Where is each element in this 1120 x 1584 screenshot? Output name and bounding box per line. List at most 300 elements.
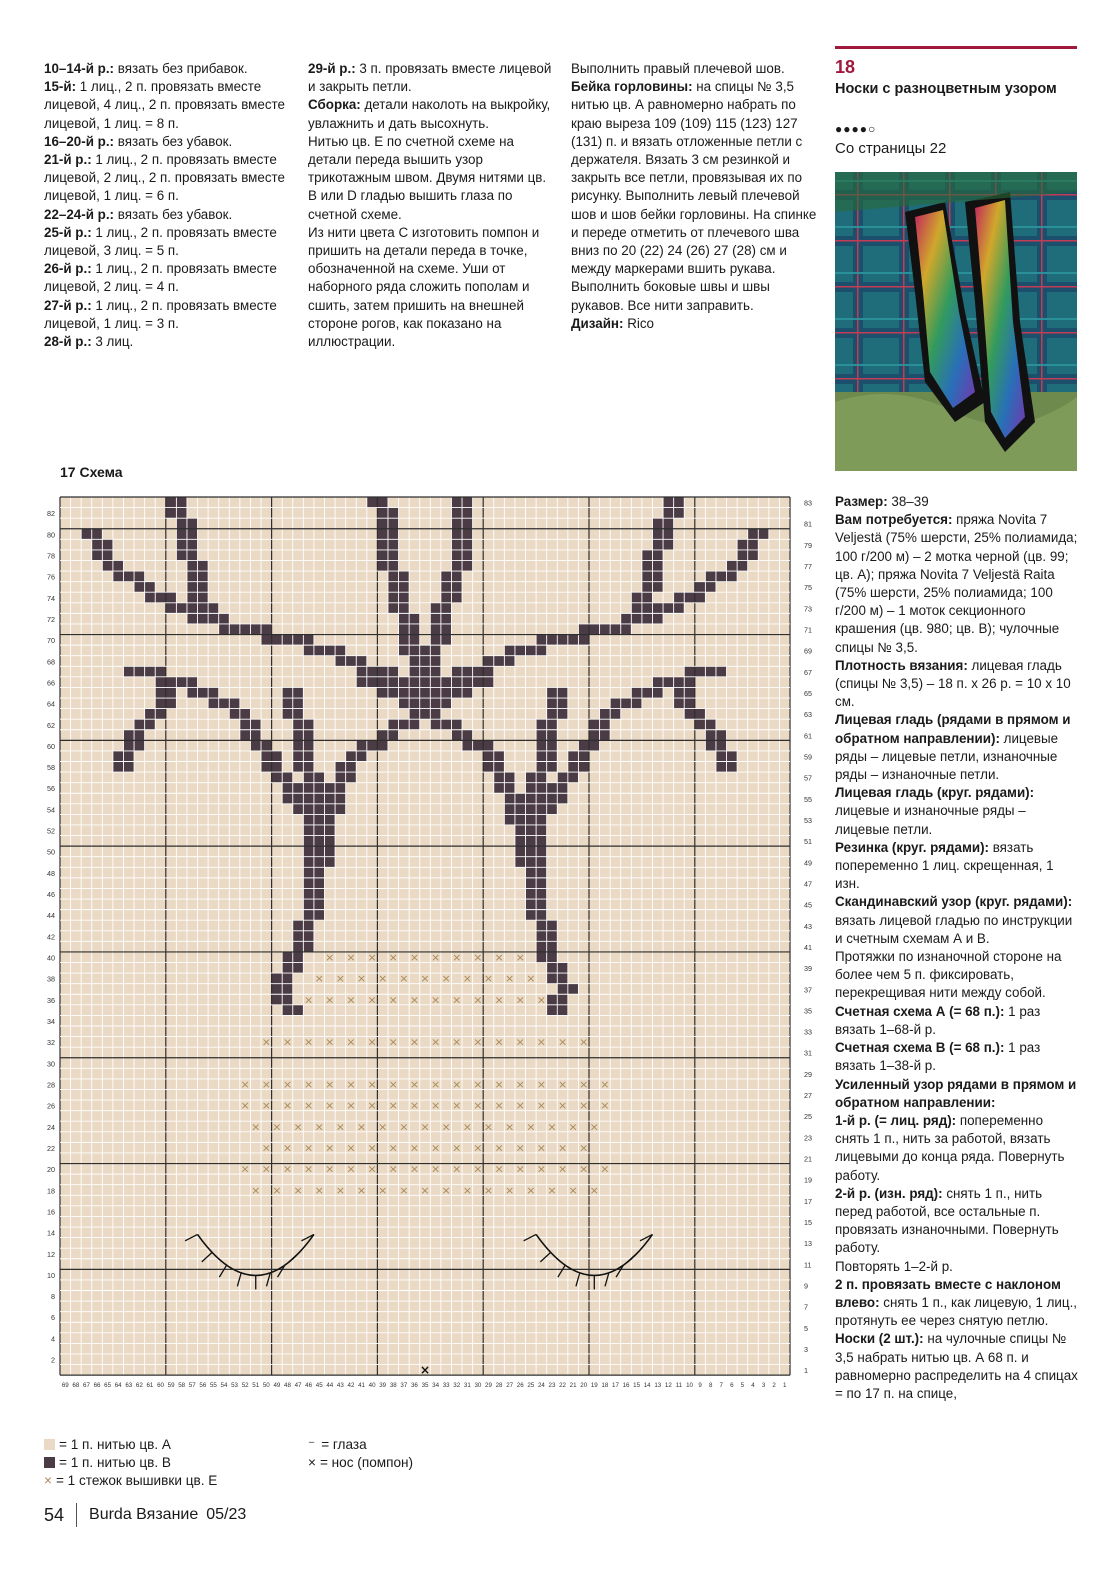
- stitch-color-b: [504, 645, 515, 656]
- stitch-color-b: [663, 518, 674, 529]
- stitch-color-b: [293, 931, 304, 942]
- article-number: 18: [835, 57, 856, 77]
- stitch-color-b: [547, 952, 558, 963]
- bottom-tick-label: 54: [220, 1382, 228, 1390]
- bottom-tick-label: 22: [559, 1382, 566, 1390]
- stitch-color-b: [504, 793, 515, 804]
- embroidery-cross: ×: [346, 1141, 356, 1155]
- stitch-color-b: [92, 529, 103, 540]
- paragraph-text: детали наколоть на выкройку, увлажнить и дать высохнуть.: [308, 97, 551, 131]
- paragraph-heading: 16–20-й р.:: [44, 133, 115, 149]
- stitch-color-b: [536, 793, 547, 804]
- stitch-color-b: [568, 772, 579, 783]
- stitch-color-b: [377, 508, 388, 519]
- stitch-color-b: [631, 603, 642, 614]
- stitch-color-b: [166, 677, 177, 688]
- right-tick-label: 73: [804, 604, 813, 614]
- embroidery-cross: ×: [314, 972, 324, 986]
- embroidery-cross: ×: [240, 1099, 250, 1113]
- stitch-color-b: [494, 783, 505, 794]
- stitch-color-b: [557, 973, 568, 984]
- embroidery-cross: ×: [388, 1141, 398, 1155]
- right-tick-label: 47: [804, 879, 813, 889]
- stitch-color-b: [610, 709, 621, 720]
- stitch-color-b: [388, 518, 399, 529]
- stitch-color-b: [526, 772, 537, 783]
- stitch-color-b: [314, 836, 325, 847]
- bottom-tick-label: 34: [432, 1382, 440, 1390]
- stitch-color-b: [388, 529, 399, 540]
- left-tick-label: 20: [47, 1165, 55, 1175]
- stitch-color-b: [473, 677, 484, 688]
- embroidery-cross: ×: [473, 1162, 483, 1176]
- stitch-color-b: [663, 497, 674, 508]
- embroidery-cross: ×: [526, 1183, 536, 1197]
- stitch-color-b: [727, 571, 738, 582]
- stitch-color-b: [293, 920, 304, 931]
- stitch-color-b: [589, 730, 600, 741]
- left-tick-label: 44: [47, 911, 55, 921]
- stitch-color-b: [652, 687, 663, 698]
- bottom-tick-label: 2: [772, 1382, 776, 1390]
- stitch-color-b: [642, 571, 653, 582]
- right-tick-label: 49: [804, 858, 813, 868]
- stitch-color-b: [303, 740, 314, 751]
- bottom-tick-label: 67: [83, 1382, 90, 1390]
- stitch-color-b: [303, 931, 314, 942]
- stitch-color-b: [399, 603, 410, 614]
- stitch-color-b: [303, 899, 314, 910]
- paragraph-text: на спицы № 3,5 нитью цв. А равномерно набрать по краю выреза 109 (109) 115 (123) 127 (131) п. и вязать отложенные петли с держателя. Вязать 3 см резинкой и закрыть все петли, провязывая их по рисунку. Выполнить левый плечевой шов и шов бейки горловины. На спинке и переде отметить от плечевого шва вниз по 20 (22) 24 (26) 27 (28) см и между маркерами вшить рукава. Выполнить боковые швы и швы рукавов. Все нити заправить.: [571, 79, 817, 313]
- instructions-column-2: [308, 60, 558, 351]
- embroidery-cross: ×: [261, 1141, 271, 1155]
- paragraph-text: лицевые и изнаночные ряды – лицевые петли.: [835, 803, 1026, 837]
- stitch-color-b: [356, 666, 367, 677]
- stitch-color-b: [282, 687, 293, 698]
- stitch-color-b: [451, 592, 462, 603]
- stitch-color-b: [420, 698, 431, 709]
- embroidery-cross: ×: [441, 1120, 451, 1134]
- bottom-tick-label: 46: [305, 1382, 313, 1390]
- stitch-color-b: [600, 709, 611, 720]
- stitch-color-b: [420, 677, 431, 688]
- paragraph: [835, 1276, 1080, 1331]
- stitch-color-b: [367, 740, 378, 751]
- stitch-color-b: [557, 687, 568, 698]
- stitch-color-b: [568, 751, 579, 762]
- paragraph-text: вязать без убавок.: [114, 133, 233, 149]
- stitch-color-b: [483, 751, 494, 762]
- stitch-color-b: [547, 783, 558, 794]
- stitch-color-b: [684, 687, 695, 698]
- embroidery-cross: ×: [473, 1035, 483, 1049]
- stitch-color-b: [557, 984, 568, 995]
- stitch-color-b: [536, 910, 547, 921]
- stitch-color-b: [430, 666, 441, 677]
- embroidery-cross: ×: [547, 1120, 557, 1134]
- socks-instructions: [835, 493, 1080, 1403]
- stitch-color-b: [155, 687, 166, 698]
- stitch-color-b: [494, 751, 505, 762]
- stitch-color-b: [526, 910, 537, 921]
- right-tick-label: 75: [804, 583, 813, 593]
- right-tick-label: 35: [804, 1006, 813, 1016]
- paragraph: [44, 133, 294, 151]
- embroidery-cross: ×: [515, 1035, 525, 1049]
- stitch-color-b: [282, 793, 293, 804]
- embroidery-cross: ×: [409, 951, 420, 965]
- stitch-color-b: [568, 762, 579, 773]
- stitch-color-b: [536, 920, 547, 931]
- embroidery-cross: ×: [579, 1035, 589, 1049]
- stitch-color-b: [547, 751, 558, 762]
- stitch-color-b: [229, 698, 240, 709]
- stitch-color-b: [441, 677, 452, 688]
- stitch-color-b: [748, 539, 759, 550]
- bottom-tick-label: 30: [474, 1382, 482, 1390]
- stitch-color-b: [578, 751, 589, 762]
- stitch-color-b: [420, 645, 431, 656]
- stitch-color-b: [526, 888, 537, 899]
- stitch-color-b: [356, 740, 367, 751]
- stitch-color-b: [409, 666, 420, 677]
- stitch-color-b: [198, 592, 209, 603]
- stitch-color-b: [547, 709, 558, 720]
- stitch-color-b: [388, 560, 399, 571]
- paragraph-text: 1 лиц., 2 п. провязать вместе лицевой, 1 лиц. = 3 п.: [44, 297, 277, 331]
- stitch-color-b: [198, 603, 209, 614]
- right-tick-label: 15: [804, 1218, 813, 1228]
- stitch-color-b: [420, 656, 431, 667]
- embroidery-cross: ×: [304, 1077, 314, 1091]
- stitch-color-b: [504, 772, 515, 783]
- stitch-color-b: [314, 783, 325, 794]
- embroidery-cross: ×: [557, 1077, 568, 1091]
- stitch-color-b: [388, 687, 399, 698]
- embroidery-cross: ×: [251, 1120, 261, 1134]
- stitch-color-b: [536, 952, 547, 963]
- stitch-color-b: [145, 719, 156, 730]
- stitch-color-b: [483, 666, 494, 677]
- paragraph-heading: Скандинавский узор (круг. рядами):: [835, 894, 1073, 910]
- embroidery-cross: ×: [367, 1077, 377, 1091]
- embroidery-cross: ×: [346, 1162, 356, 1176]
- stitch-color-b: [388, 550, 399, 561]
- stitch-color-b: [473, 740, 484, 751]
- stitch-color-b: [441, 698, 452, 709]
- bottom-tick-label: 37: [400, 1382, 408, 1390]
- embroidery-cross: ×: [367, 951, 377, 965]
- paragraph: [835, 657, 1080, 712]
- stitch-color-b: [600, 624, 611, 635]
- stitch-color-b: [303, 762, 314, 773]
- stitch-color-b: [557, 963, 568, 974]
- stitch-color-b: [748, 529, 759, 540]
- stitch-color-b: [166, 497, 177, 508]
- embroidery-cross: ×: [399, 1183, 409, 1197]
- stitch-color-b: [557, 793, 568, 804]
- stitch-color-b: [716, 730, 727, 741]
- stitch-color-b: [187, 582, 198, 593]
- stitch-color-b: [282, 783, 293, 794]
- stitch-color-b: [536, 814, 547, 825]
- embroidery-cross: ×: [378, 972, 388, 986]
- stitch-color-b: [547, 635, 558, 646]
- stitch-color-b: [325, 846, 336, 857]
- legend-symbol-eyes: ⁻: [308, 1437, 316, 1452]
- source-page-ref: Со страницы 22: [835, 140, 947, 157]
- paragraph-text: 1 лиц., 2 п. провязать вместе лицевой, 3 лиц. = 5 п.: [44, 224, 277, 259]
- stitch-color-b: [642, 592, 653, 603]
- stitch-color-b: [536, 867, 547, 878]
- stitch-color-b: [430, 709, 441, 720]
- stitch-color-b: [388, 592, 399, 603]
- embroidery-cross: ×: [462, 1183, 472, 1197]
- stitch-color-b: [335, 783, 346, 794]
- stitch-color-b: [536, 899, 547, 910]
- stitch-color-b: [219, 613, 230, 624]
- embroidery-cross: ×: [272, 1120, 282, 1134]
- stitch-color-b: [462, 560, 473, 571]
- stitch-color-b: [600, 719, 611, 730]
- stitch-color-b: [272, 635, 283, 646]
- right-tick-label: 5: [804, 1323, 809, 1333]
- paragraph-heading: 29-й р.:: [308, 61, 356, 76]
- stitch-color-b: [451, 550, 462, 561]
- stitch-color-b: [631, 698, 642, 709]
- stitch-color-b: [420, 666, 431, 677]
- left-tick-label: 56: [47, 784, 55, 794]
- legend-item-b: = 1 п. нитью цв. В: [44, 1454, 217, 1472]
- stitch-color-b: [409, 656, 420, 667]
- stitch-color-b: [198, 582, 209, 593]
- stitch-color-b: [451, 497, 462, 508]
- stitch-color-b: [600, 730, 611, 741]
- paragraph-heading: 22–24-й р.:: [44, 206, 115, 222]
- bottom-tick-label: 19: [590, 1382, 598, 1390]
- left-tick-label: 26: [47, 1101, 55, 1111]
- socks-photo: [835, 172, 1077, 471]
- left-tick-label: 62: [47, 720, 55, 730]
- paragraph-heading: 26-й р.:: [44, 261, 92, 277]
- stitch-color-b: [250, 730, 261, 741]
- paragraph: [835, 711, 1080, 784]
- embroidery-cross: ×: [494, 1162, 504, 1176]
- embroidery-cross: ×: [430, 1077, 441, 1091]
- stitch-color-b: [314, 846, 325, 857]
- embroidery-cross: ×: [494, 1141, 504, 1155]
- stitch-color-b: [377, 687, 388, 698]
- stitch-color-b: [536, 825, 547, 836]
- paragraph-text: вязать лицевой гладью по инструкции и счетным схемам А и В.: [835, 912, 1073, 946]
- embroidery-cross: ×: [409, 1141, 420, 1155]
- paragraph-text: 3 лиц.: [91, 334, 134, 350]
- stitch-color-b: [166, 603, 177, 614]
- paragraph-text: лицевая гладь (спицы № 3,5) – 18 п. х 26 р. = 10 х 10 см.: [835, 657, 1071, 710]
- embroidery-cross: ×: [367, 1099, 377, 1113]
- stitch-color-b: [727, 751, 738, 762]
- stitch-color-b: [303, 783, 314, 794]
- stitch-color-b: [441, 592, 452, 603]
- left-tick-label: 30: [47, 1059, 55, 1069]
- bottom-tick-label: 18: [601, 1382, 609, 1390]
- embroidery-cross: ×: [515, 1099, 525, 1113]
- bottom-tick-label: 38: [389, 1382, 397, 1390]
- stitch-color-b: [409, 698, 420, 709]
- bottom-tick-label: 40: [368, 1382, 376, 1390]
- right-tick-label: 3: [804, 1344, 809, 1354]
- embroidery-cross: ×: [505, 972, 515, 986]
- stitch-color-b: [568, 984, 579, 995]
- embroidery-cross: ×: [367, 1141, 377, 1155]
- stitch-color-b: [515, 857, 526, 868]
- bottom-tick-label: 50: [262, 1382, 270, 1390]
- stitch-color-b: [272, 984, 283, 995]
- embroidery-cross: ×: [462, 972, 472, 986]
- left-tick-label: 36: [47, 995, 55, 1005]
- legend-item-nose: × = нос (помпон): [308, 1455, 414, 1470]
- embroidery-cross: ×: [483, 1120, 494, 1134]
- stitch-color-b: [536, 804, 547, 815]
- embroidery-cross: ×: [473, 1141, 483, 1155]
- paragraph: [44, 151, 294, 206]
- paragraph-text: снять 1 п., нить перед работой, все остальные п. провязать изнаночными. Повернуть работу.: [835, 1185, 1059, 1256]
- stitch-color-b: [462, 529, 473, 540]
- paragraph-text: 38–39: [887, 494, 929, 509]
- stitch-color-b: [240, 709, 251, 720]
- stitch-color-b: [303, 846, 314, 857]
- stitch-color-b: [187, 677, 198, 688]
- stitch-color-b: [208, 687, 219, 698]
- paragraph: [44, 78, 294, 133]
- paragraph-heading: Носки (2 шт.):: [835, 1331, 924, 1347]
- embroidery-cross: ×: [452, 1099, 462, 1113]
- embroidery-cross: ×: [388, 1162, 398, 1176]
- stitch-color-b: [176, 518, 187, 529]
- stitch-color-b: [716, 740, 727, 751]
- bottom-tick-label: 41: [358, 1382, 365, 1390]
- embroidery-cross: ×: [282, 1077, 293, 1091]
- embroidery-cross: ×: [600, 1162, 610, 1176]
- paragraph-heading: Сборка:: [308, 97, 361, 113]
- right-tick-label: 71: [804, 625, 813, 635]
- stitch-color-b: [166, 698, 177, 709]
- stitch-color-b: [346, 656, 357, 667]
- paragraph-heading: 21-й р.:: [44, 152, 92, 168]
- stitch-color-b: [409, 613, 420, 624]
- left-tick-label: 22: [47, 1143, 55, 1153]
- stitch-color-b: [536, 751, 547, 762]
- stitch-color-b: [536, 857, 547, 868]
- stitch-color-b: [229, 624, 240, 635]
- stitch-color-b: [145, 709, 156, 720]
- stitch-color-b: [187, 592, 198, 603]
- embroidery-cross: ×: [282, 1035, 293, 1049]
- embroidery-cross: ×: [325, 1035, 335, 1049]
- right-tick-label: 55: [804, 794, 813, 804]
- stitch-color-b: [272, 994, 283, 1005]
- stitch-color-b: [388, 666, 399, 677]
- paragraph-heading: Лицевая гладь (рядами в прямом и обратном направлении):: [835, 712, 1071, 746]
- stitch-color-b: [515, 793, 526, 804]
- left-tick-label: 10: [47, 1270, 55, 1280]
- paragraph-text: 1 раз вязать 1–38-й р.: [835, 1040, 1041, 1074]
- right-tick-label: 51: [804, 837, 813, 847]
- paragraph: [835, 1185, 1080, 1258]
- stitch-color-b: [303, 814, 314, 825]
- stitch-color-b: [346, 762, 357, 773]
- stitch-color-b: [282, 772, 293, 783]
- stitch-color-b: [388, 582, 399, 593]
- stitch-color-b: [293, 793, 304, 804]
- paragraph: [835, 1258, 1080, 1276]
- stitch-color-b: [219, 624, 230, 635]
- bottom-tick-label: 7: [719, 1382, 723, 1390]
- stitch-color-b: [303, 772, 314, 783]
- embroidery-cross: ×: [282, 1099, 293, 1113]
- embroidery-cross: ×: [261, 1077, 271, 1091]
- stitch-color-b: [515, 804, 526, 815]
- embroidery-cross: ×: [409, 1099, 420, 1113]
- right-tick-label: 31: [804, 1048, 813, 1058]
- stitch-color-b: [176, 529, 187, 540]
- stitch-color-b: [208, 613, 219, 624]
- paragraph: [308, 224, 558, 351]
- right-tick-label: 41: [804, 942, 813, 952]
- bottom-tick-label: 43: [336, 1382, 344, 1390]
- stitch-color-b: [399, 592, 410, 603]
- paragraph-heading: Бейка горловины:: [571, 79, 693, 95]
- right-tick-label: 33: [804, 1027, 813, 1037]
- stitch-color-b: [102, 539, 113, 550]
- paragraph-text: Выполнить правый плечевой шов.: [571, 61, 785, 76]
- stitch-color-b: [113, 560, 124, 571]
- stitch-color-b: [187, 560, 198, 571]
- nose-mark: ×: [419, 1363, 431, 1378]
- paragraph: [44, 60, 294, 78]
- stitch-color-b: [557, 1005, 568, 1016]
- bottom-tick-label: 16: [622, 1382, 630, 1390]
- stitch-color-b: [451, 582, 462, 593]
- stitch-color-b: [388, 677, 399, 688]
- stitch-color-b: [684, 698, 695, 709]
- embroidery-cross: ×: [356, 1183, 367, 1197]
- embroidery-cross: ×: [388, 1035, 398, 1049]
- stitch-color-b: [367, 666, 378, 677]
- stitch-color-b: [293, 1005, 304, 1016]
- legend-item-a: = 1 п. нитью цв. А: [44, 1436, 217, 1454]
- embroidery-cross: ×: [251, 1183, 261, 1197]
- stitch-color-b: [388, 571, 399, 582]
- paragraph-heading: Усиленный узор рядами в прямом и обратном направлении:: [835, 1076, 1077, 1110]
- right-tick-label: 27: [804, 1091, 813, 1101]
- stitch-color-b: [250, 740, 261, 751]
- embroidery-cross: ×: [430, 993, 441, 1007]
- stitch-color-b: [526, 867, 537, 878]
- stitch-color-b: [293, 751, 304, 762]
- bottom-tick-label: 4: [751, 1382, 755, 1390]
- bottom-tick-label: 69: [61, 1382, 69, 1390]
- stitch-color-b: [303, 910, 314, 921]
- embroidery-cross: ×: [536, 993, 546, 1007]
- stitch-color-b: [547, 719, 558, 730]
- embroidery-cross: ×: [452, 951, 462, 965]
- stitch-color-b: [282, 1005, 293, 1016]
- stitch-color-b: [663, 508, 674, 519]
- stitch-color-b: [557, 698, 568, 709]
- stitch-color-b: [176, 508, 187, 519]
- stitch-color-b: [420, 687, 431, 698]
